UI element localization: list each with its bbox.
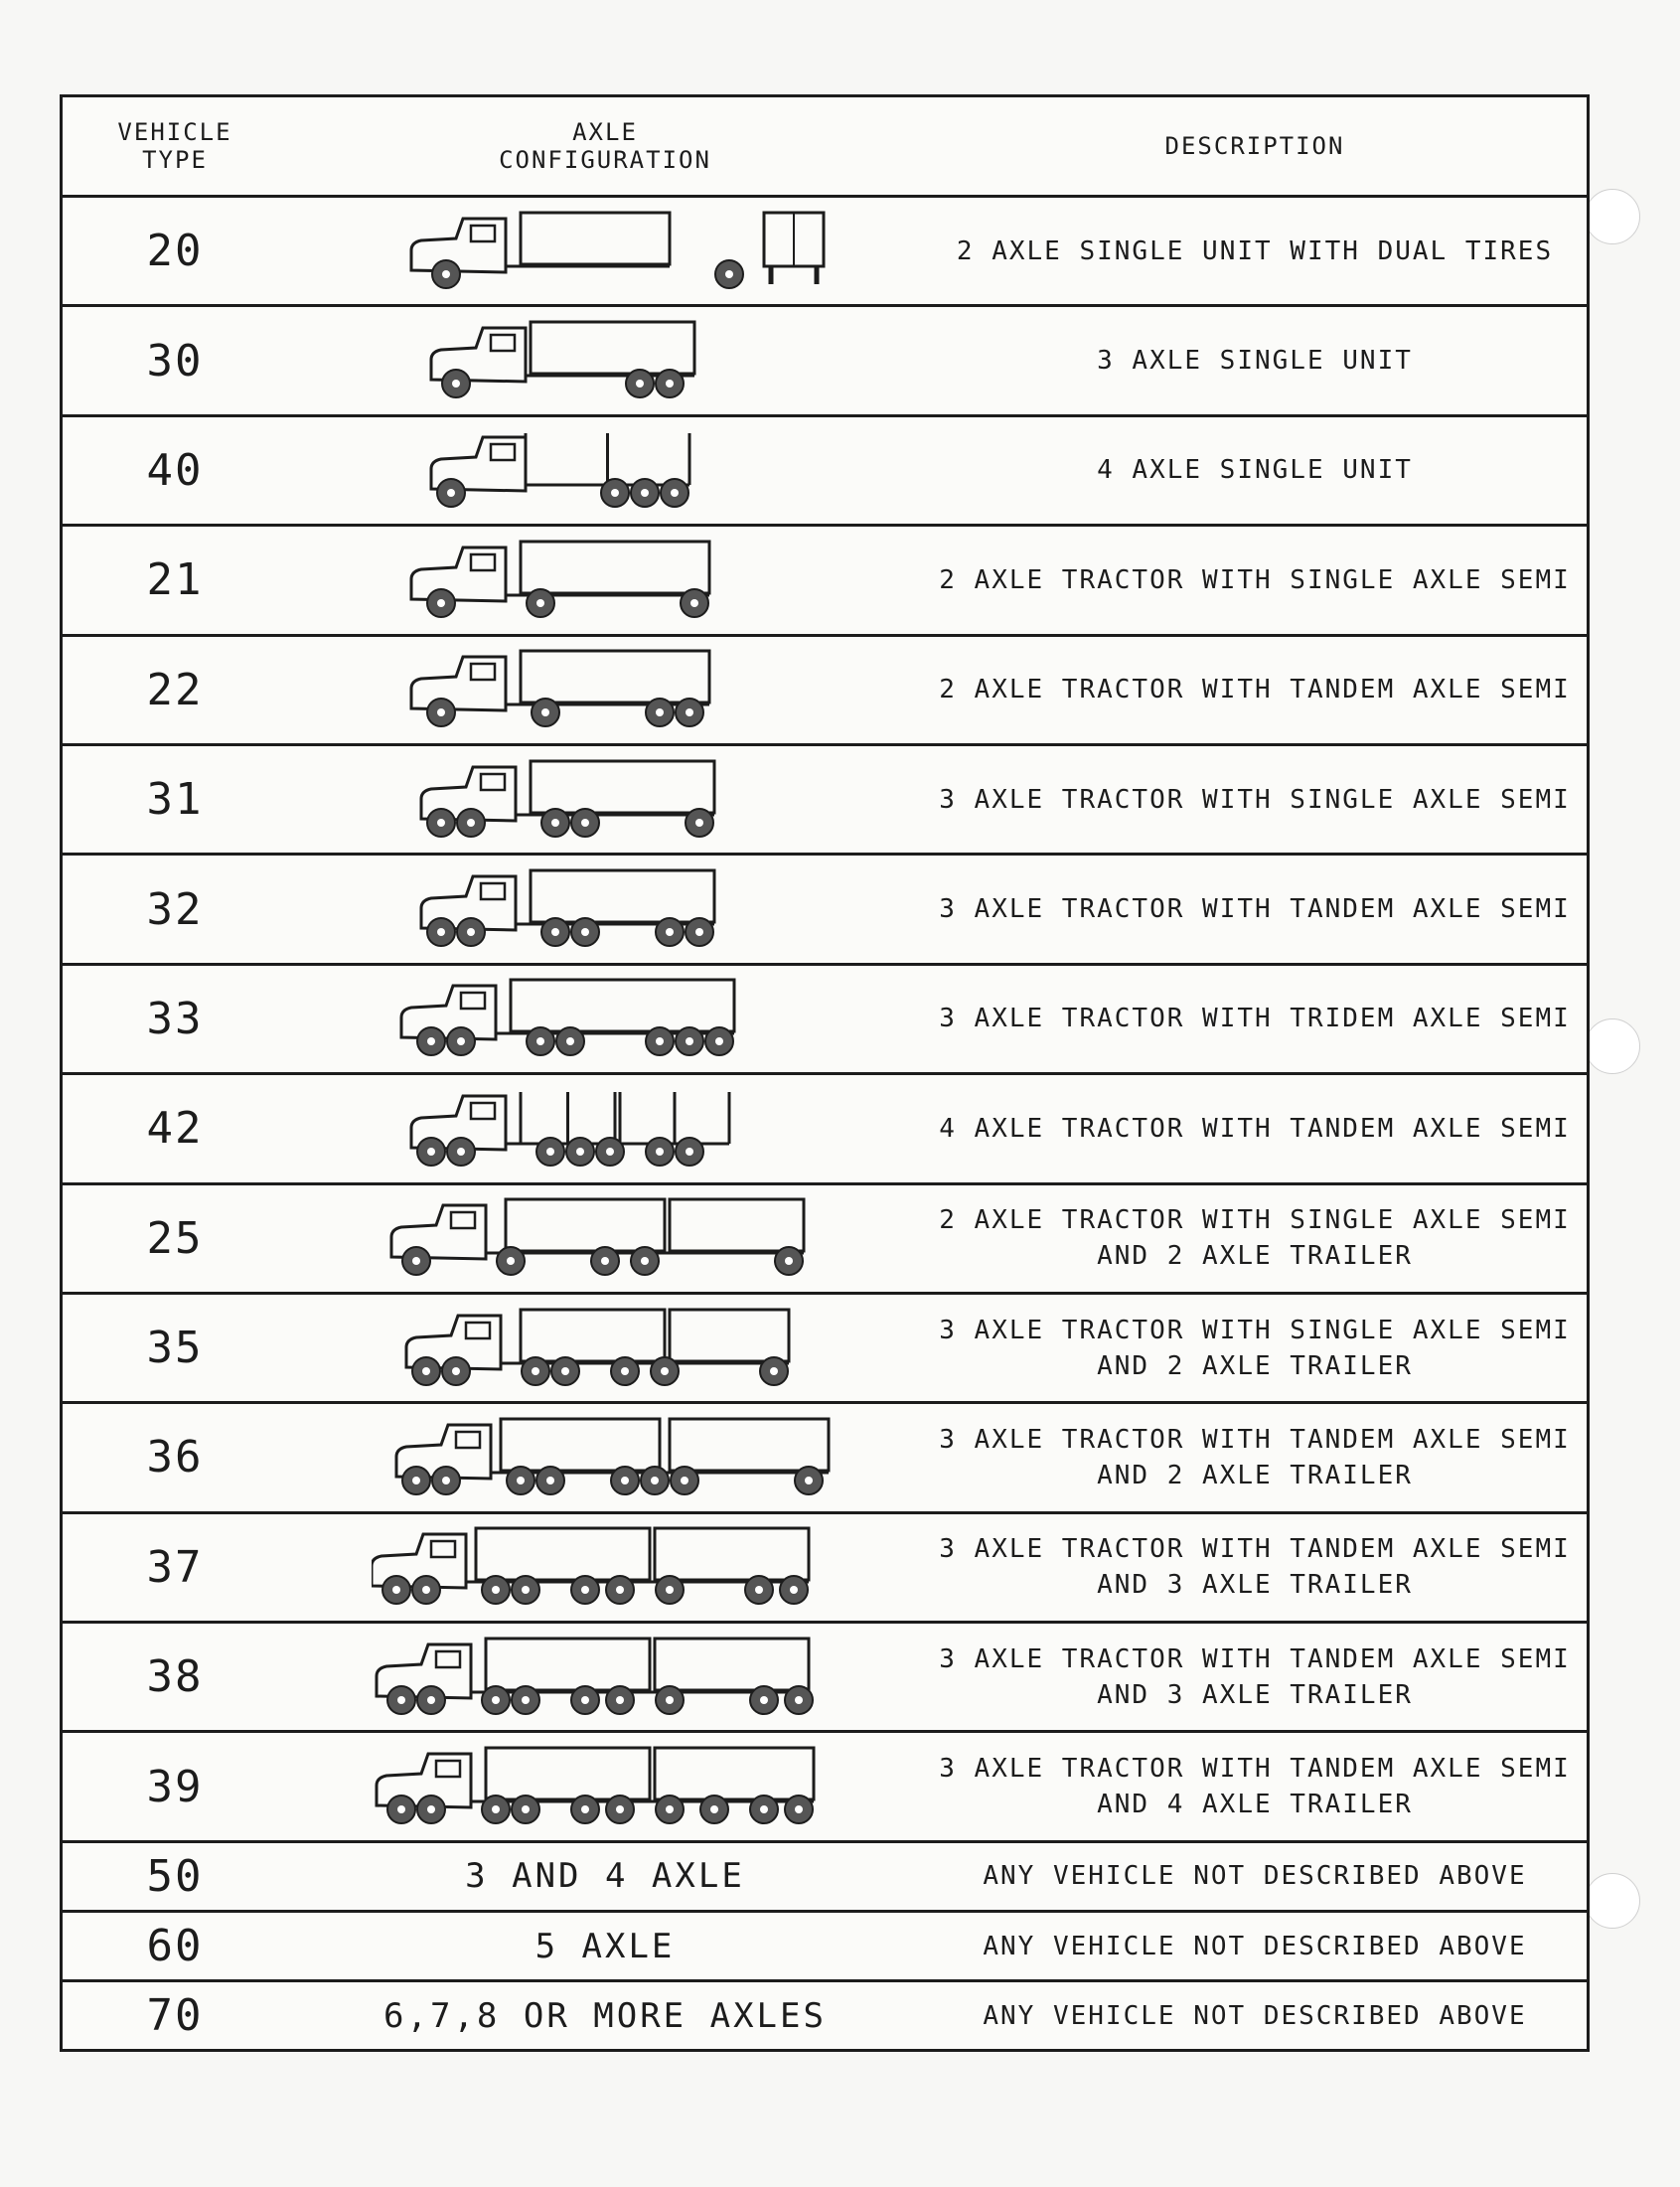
description-text [923, 1858, 1587, 1894]
header-vehicle-type: VEHICLE TYPE [63, 97, 287, 197]
truck-wheel [681, 589, 708, 617]
description-line: 3 AXLE TRACTOR WITH SINGLE AXLE SEMI [939, 784, 1571, 815]
description-text [923, 1111, 1587, 1147]
truck-wheel [760, 1357, 788, 1385]
description-line: AND 2 AXLE TRAILER [1097, 1241, 1413, 1272]
description-text [923, 1531, 1587, 1603]
description-cell [923, 855, 1587, 964]
tractor-semi-icon [372, 649, 839, 730]
table-row [63, 197, 1587, 306]
truck-cargo-box [655, 1639, 809, 1690]
tractor-semi-trailer-icon [372, 1526, 839, 1608]
description-line: 3 AXLE TRACTOR WITH TANDEM AXLE SEMI [939, 894, 1571, 925]
axle-count-text: 6,7,8 OR MORE AXLES [383, 1995, 827, 2036]
tractor-stake-semi-icon [372, 1088, 839, 1170]
table-row [63, 526, 1587, 635]
truck-wheel [402, 1247, 430, 1275]
vehicle-type-number: 38 [146, 1651, 204, 1703]
truck-wheel [447, 1027, 475, 1055]
vehicle-type-number: 20 [146, 226, 204, 277]
table-row [63, 415, 1587, 525]
axle-configuration-cell [287, 635, 923, 744]
truck-wheel [571, 1576, 599, 1604]
truck-wheel [656, 918, 684, 946]
vehicle-type-number: 36 [146, 1432, 204, 1484]
truck-wheel [387, 1796, 415, 1823]
truck-cargo-box [521, 213, 670, 264]
vehicle-type-cell [63, 1732, 287, 1841]
description-line: ANY VEHICLE NOT DESCRIBED ABOVE [983, 1861, 1527, 1892]
vehicle-type-cell [63, 744, 287, 854]
table-row [63, 1911, 1587, 1980]
truck-wheel [417, 1027, 445, 1055]
axle-configuration-cell [287, 1911, 923, 1980]
truck-wheel [566, 1138, 594, 1166]
truck-wheel [527, 589, 554, 617]
table-row [63, 1623, 1587, 1732]
description-line: AND 3 AXLE TRAILER [1097, 1570, 1413, 1601]
description-cell [923, 1732, 1587, 1841]
axle-configuration-cell [287, 1841, 923, 1911]
truck-stake-bed [620, 1092, 729, 1144]
truck-wheel [700, 1796, 728, 1823]
table-row [63, 1403, 1587, 1512]
table-row [63, 855, 1587, 964]
truck-cargo-box [511, 980, 734, 1031]
truck-wheel [656, 1686, 684, 1714]
vehicle-type-cell [63, 1841, 287, 1911]
axle-configuration-cell [287, 1403, 923, 1512]
truck-wheel [686, 918, 713, 946]
description-line: ANY VEHICLE NOT DESCRIBED ABOVE [983, 1931, 1527, 1961]
vehicle-type-cell [63, 855, 287, 964]
description-text [923, 1422, 1587, 1493]
truck-wheel [671, 1467, 698, 1494]
axle-configuration-cell [287, 197, 923, 306]
table-row [63, 1732, 1587, 1841]
truck-rear-view [764, 213, 824, 284]
truck-cab [401, 986, 496, 1039]
truck-wheel [482, 1576, 510, 1604]
tractor-semi-icon [372, 540, 839, 621]
truck-wheel [656, 1576, 684, 1604]
description-line: 3 AXLE TRACTOR WITH SINGLE AXLE SEMI [939, 1315, 1571, 1345]
table-row [63, 964, 1587, 1073]
table-header-row [63, 97, 1587, 197]
truck-cargo-box [670, 1199, 804, 1251]
tractor-semi-icon [372, 759, 839, 841]
vehicle-type-cell [63, 526, 287, 635]
truck-wheel [705, 1027, 733, 1055]
description-text [923, 1313, 1587, 1384]
truck-cargo-box [486, 1748, 650, 1799]
vehicle-type-cell [63, 1512, 287, 1622]
binder-hole [1585, 189, 1640, 244]
description-cell [923, 1981, 1587, 2049]
vehicle-classification-table [60, 94, 1590, 2052]
description-line: 2 AXLE TRACTOR WITH SINGLE AXLE SEMI [939, 1205, 1571, 1236]
description-cell [923, 197, 1587, 306]
description-cell [923, 1512, 1587, 1622]
truck-wheel [656, 370, 684, 397]
table-row [63, 1512, 1587, 1622]
axle-configuration-cell [287, 1183, 923, 1293]
truck-wheel [541, 918, 569, 946]
truck-stake-bed [521, 1092, 615, 1144]
truck-wheel [536, 1138, 564, 1166]
truck-cargo-box [521, 1310, 665, 1361]
table-row [63, 1293, 1587, 1402]
truck-wheel [795, 1467, 823, 1494]
vehicle-type-number: 30 [146, 335, 204, 387]
axle-count-text: 5 AXLE [535, 1926, 676, 1966]
description-line: AND 2 AXLE TRAILER [1097, 1350, 1413, 1381]
vehicle-type-cell [63, 964, 287, 1073]
axle-configuration-cell [287, 1512, 923, 1622]
vehicle-type-number: 42 [146, 1103, 204, 1155]
description-text [923, 1929, 1587, 1964]
binder-hole [1585, 1018, 1640, 1074]
description-text [923, 1202, 1587, 1274]
vehicle-type-number: 50 [146, 1850, 204, 1902]
truck-wheel [606, 1796, 634, 1823]
tractor-semi-trailer-icon [372, 1308, 839, 1389]
table-row [63, 635, 1587, 744]
truck-wheel [427, 918, 455, 946]
axle-count-text: 3 AND 4 AXLE [465, 1856, 745, 1897]
truck-cargo-box [501, 1419, 660, 1471]
description-cell [923, 1841, 1587, 1911]
two-axle-box-truck-icon [372, 211, 839, 292]
truck-wheel [571, 1796, 599, 1823]
vehicle-type-number: 33 [146, 993, 204, 1044]
tractor-semi-icon [372, 978, 839, 1059]
vehicle-type-number: 39 [146, 1761, 204, 1812]
table-row [63, 1841, 1587, 1911]
axle-configuration-cell [287, 415, 923, 525]
description-text [923, 1001, 1587, 1036]
axle-configuration-cell [287, 1732, 923, 1841]
truck-wheel [527, 1027, 554, 1055]
truck-wheel [442, 370, 470, 397]
description-line: ANY VEHICLE NOT DESCRIBED ABOVE [983, 2000, 1527, 2031]
description-line: 3 AXLE TRACTOR WITH TANDEM AXLE SEMI [939, 1424, 1571, 1455]
description-cell [923, 526, 1587, 635]
truck-wheel [432, 260, 460, 288]
axle-configuration-cell [287, 1293, 923, 1402]
vehicle-type-cell [63, 415, 287, 525]
four-axle-stake-truck-icon [372, 429, 839, 511]
description-cell [923, 1293, 1587, 1402]
description-line: 2 AXLE SINGLE UNIT WITH DUAL TIRES [956, 235, 1554, 266]
description-line: 3 AXLE TRACTOR WITH TANDEM AXLE SEMI [939, 1534, 1571, 1565]
description-cell [923, 635, 1587, 744]
description-cell [923, 306, 1587, 415]
truck-wheel [646, 699, 674, 726]
tractor-semi-trailer-icon [372, 1417, 839, 1498]
truck-wheel [750, 1796, 778, 1823]
description-text [923, 1751, 1587, 1822]
binder-hole [1585, 1873, 1640, 1929]
axle-configuration-cell [287, 526, 923, 635]
truck-wheel [641, 1467, 669, 1494]
truck-wheel [382, 1576, 410, 1604]
truck-wheel [606, 1576, 634, 1604]
truck-wheel [715, 260, 743, 288]
truck-wheel [686, 809, 713, 837]
truck-wheel [651, 1357, 679, 1385]
description-cell [923, 1403, 1587, 1512]
description-line: AND 2 AXLE TRAILER [1097, 1460, 1413, 1490]
header-description: DESCRIPTION [923, 97, 1587, 197]
truck-wheel [631, 479, 659, 507]
description-text [923, 672, 1587, 707]
truck-wheel [497, 1247, 525, 1275]
truck-wheel [601, 479, 629, 507]
header-axle-configuration: AXLE CONFIGURATION [287, 97, 923, 197]
axle-configuration-cell [287, 964, 923, 1073]
truck-wheel [611, 1467, 639, 1494]
truck-stake-bed [526, 433, 689, 485]
vehicle-type-number: 22 [146, 664, 204, 715]
truck-wheel [432, 1467, 460, 1494]
truck-wheel [571, 918, 599, 946]
truck-wheel [442, 1357, 470, 1385]
description-text [923, 452, 1587, 488]
truck-wheel [532, 699, 559, 726]
vehicle-type-number: 32 [146, 883, 204, 935]
truck-wheel [427, 699, 455, 726]
vehicle-type-number: 37 [146, 1541, 204, 1593]
truck-wheel [656, 1796, 684, 1823]
truck-wheel [417, 1796, 445, 1823]
truck-cargo-box [531, 761, 714, 813]
description-cell [923, 964, 1587, 1073]
truck-wheel [606, 1686, 634, 1714]
truck-wheel [417, 1686, 445, 1714]
truck-wheel [551, 1357, 579, 1385]
description-cell [923, 1623, 1587, 1732]
vehicle-type-cell [63, 1911, 287, 1980]
truck-wheel [512, 1686, 539, 1714]
truck-wheel [457, 918, 485, 946]
description-text [923, 1641, 1587, 1713]
truck-wheel [417, 1138, 445, 1166]
truck-wheel [785, 1686, 813, 1714]
vehicle-type-number: 35 [146, 1323, 204, 1374]
truck-wheel [591, 1247, 619, 1275]
vehicle-type-number: 25 [146, 1212, 204, 1264]
description-cell [923, 1183, 1587, 1293]
truck-wheel [775, 1247, 803, 1275]
tractor-semi-icon [372, 868, 839, 950]
truck-cargo-box [531, 870, 714, 922]
truck-wheel [745, 1576, 773, 1604]
truck-wheel [676, 699, 703, 726]
truck-wheel [402, 1467, 430, 1494]
truck-wheel [512, 1576, 539, 1604]
truck-cargo-box [521, 542, 709, 593]
vehicle-type-cell [63, 635, 287, 744]
axle-configuration-cell [287, 1623, 923, 1732]
description-text [923, 782, 1587, 818]
truck-wheel [522, 1357, 549, 1385]
description-line: AND 4 AXLE TRAILER [1097, 1790, 1413, 1820]
description-line: 3 AXLE TRACTOR WITH TANDEM AXLE SEMI [939, 1754, 1571, 1785]
description-cell [923, 415, 1587, 525]
vehicle-type-cell [63, 1403, 287, 1512]
description-text [923, 1998, 1587, 2034]
tractor-semi-trailer-icon [372, 1197, 839, 1279]
description-text [923, 343, 1587, 379]
truck-cab [411, 547, 506, 601]
axle-configuration-cell [287, 1074, 923, 1183]
description-line: 3 AXLE SINGLE UNIT [1097, 346, 1413, 377]
description-line: 3 AXLE TRACTOR WITH TRIDEM AXLE SEMI [939, 1004, 1571, 1034]
truck-wheel [412, 1357, 440, 1385]
vehicle-type-number: 31 [146, 774, 204, 826]
vehicle-type-cell [63, 1074, 287, 1183]
truck-wheel [676, 1027, 703, 1055]
truck-cab [411, 219, 506, 272]
truck-wheel [785, 1796, 813, 1823]
description-line: 4 AXLE TRACTOR WITH TANDEM AXLE SEMI [939, 1113, 1571, 1144]
truck-wheel [626, 370, 654, 397]
truck-cargo-box [670, 1310, 789, 1361]
axle-configuration-cell [287, 306, 923, 415]
truck-cargo-box [655, 1528, 809, 1580]
description-cell [923, 1074, 1587, 1183]
axle-configuration-cell [287, 855, 923, 964]
description-cell [923, 1911, 1587, 1980]
truck-cargo-box [670, 1419, 829, 1471]
table-row [63, 1981, 1587, 2049]
vehicle-type-cell [63, 1293, 287, 1402]
truck-wheel [676, 1138, 703, 1166]
vehicle-type-cell [63, 1183, 287, 1293]
truck-cargo-box [531, 322, 694, 374]
truck-wheel [541, 809, 569, 837]
vehicle-type-cell [63, 306, 287, 415]
description-line: 4 AXLE SINGLE UNIT [1097, 455, 1413, 486]
truck-wheel [661, 479, 688, 507]
truck-wheel [646, 1138, 674, 1166]
truck-wheel [631, 1247, 659, 1275]
description-text [923, 562, 1587, 598]
truck-wheel [571, 1686, 599, 1714]
truck-wheel [571, 809, 599, 837]
description-line: 2 AXLE TRACTOR WITH SINGLE AXLE SEMI [939, 564, 1571, 595]
description-text [923, 234, 1587, 269]
truck-wheel [536, 1467, 564, 1494]
tractor-semi-trailer-icon [372, 1746, 839, 1827]
truck-wheel [437, 479, 465, 507]
table-row [63, 306, 1587, 415]
truck-cargo-box [506, 1199, 665, 1251]
vehicle-type-number: 60 [146, 1921, 204, 1972]
truck-wheel [427, 809, 455, 837]
vehicle-type-number: 70 [146, 1990, 204, 2042]
truck-wheel [611, 1357, 639, 1385]
description-text [923, 891, 1587, 927]
truck-wheel [482, 1796, 510, 1823]
truck-wheel [556, 1027, 584, 1055]
description-line: 2 AXLE TRACTOR WITH TANDEM AXLE SEMI [939, 675, 1571, 705]
truck-wheel [507, 1467, 535, 1494]
truck-cargo-box [655, 1748, 814, 1799]
vehicle-type-cell [63, 1623, 287, 1732]
truck-wheel [750, 1686, 778, 1714]
truck-wheel [482, 1686, 510, 1714]
description-line: 3 AXLE TRACTOR WITH TANDEM AXLE SEMI [939, 1643, 1571, 1674]
truck-wheel [646, 1027, 674, 1055]
truck-wheel [447, 1138, 475, 1166]
truck-cargo-box [486, 1639, 650, 1690]
truck-cargo-box [521, 651, 709, 703]
table-row [63, 1074, 1587, 1183]
table-row [63, 1183, 1587, 1293]
vehicle-type-cell [63, 197, 287, 306]
truck-wheel [596, 1138, 624, 1166]
tractor-semi-trailer-icon [372, 1637, 839, 1718]
vehicle-type-number: 21 [146, 554, 204, 606]
truck-wheel [457, 809, 485, 837]
truck-wheel [427, 589, 455, 617]
axle-configuration-cell [287, 744, 923, 854]
truck-wheel [387, 1686, 415, 1714]
axle-configuration-cell [287, 1981, 923, 2049]
description-cell [923, 744, 1587, 854]
vehicle-type-cell [63, 1981, 287, 2049]
truck-cargo-box [476, 1528, 650, 1580]
truck-cab [411, 657, 506, 710]
truck-wheel [780, 1576, 808, 1604]
description-line: AND 3 AXLE TRAILER [1097, 1679, 1413, 1710]
vehicle-type-number: 40 [146, 444, 204, 496]
truck-wheel [412, 1576, 440, 1604]
table-row [63, 744, 1587, 854]
three-axle-box-truck-icon [372, 320, 839, 401]
truck-wheel [512, 1796, 539, 1823]
